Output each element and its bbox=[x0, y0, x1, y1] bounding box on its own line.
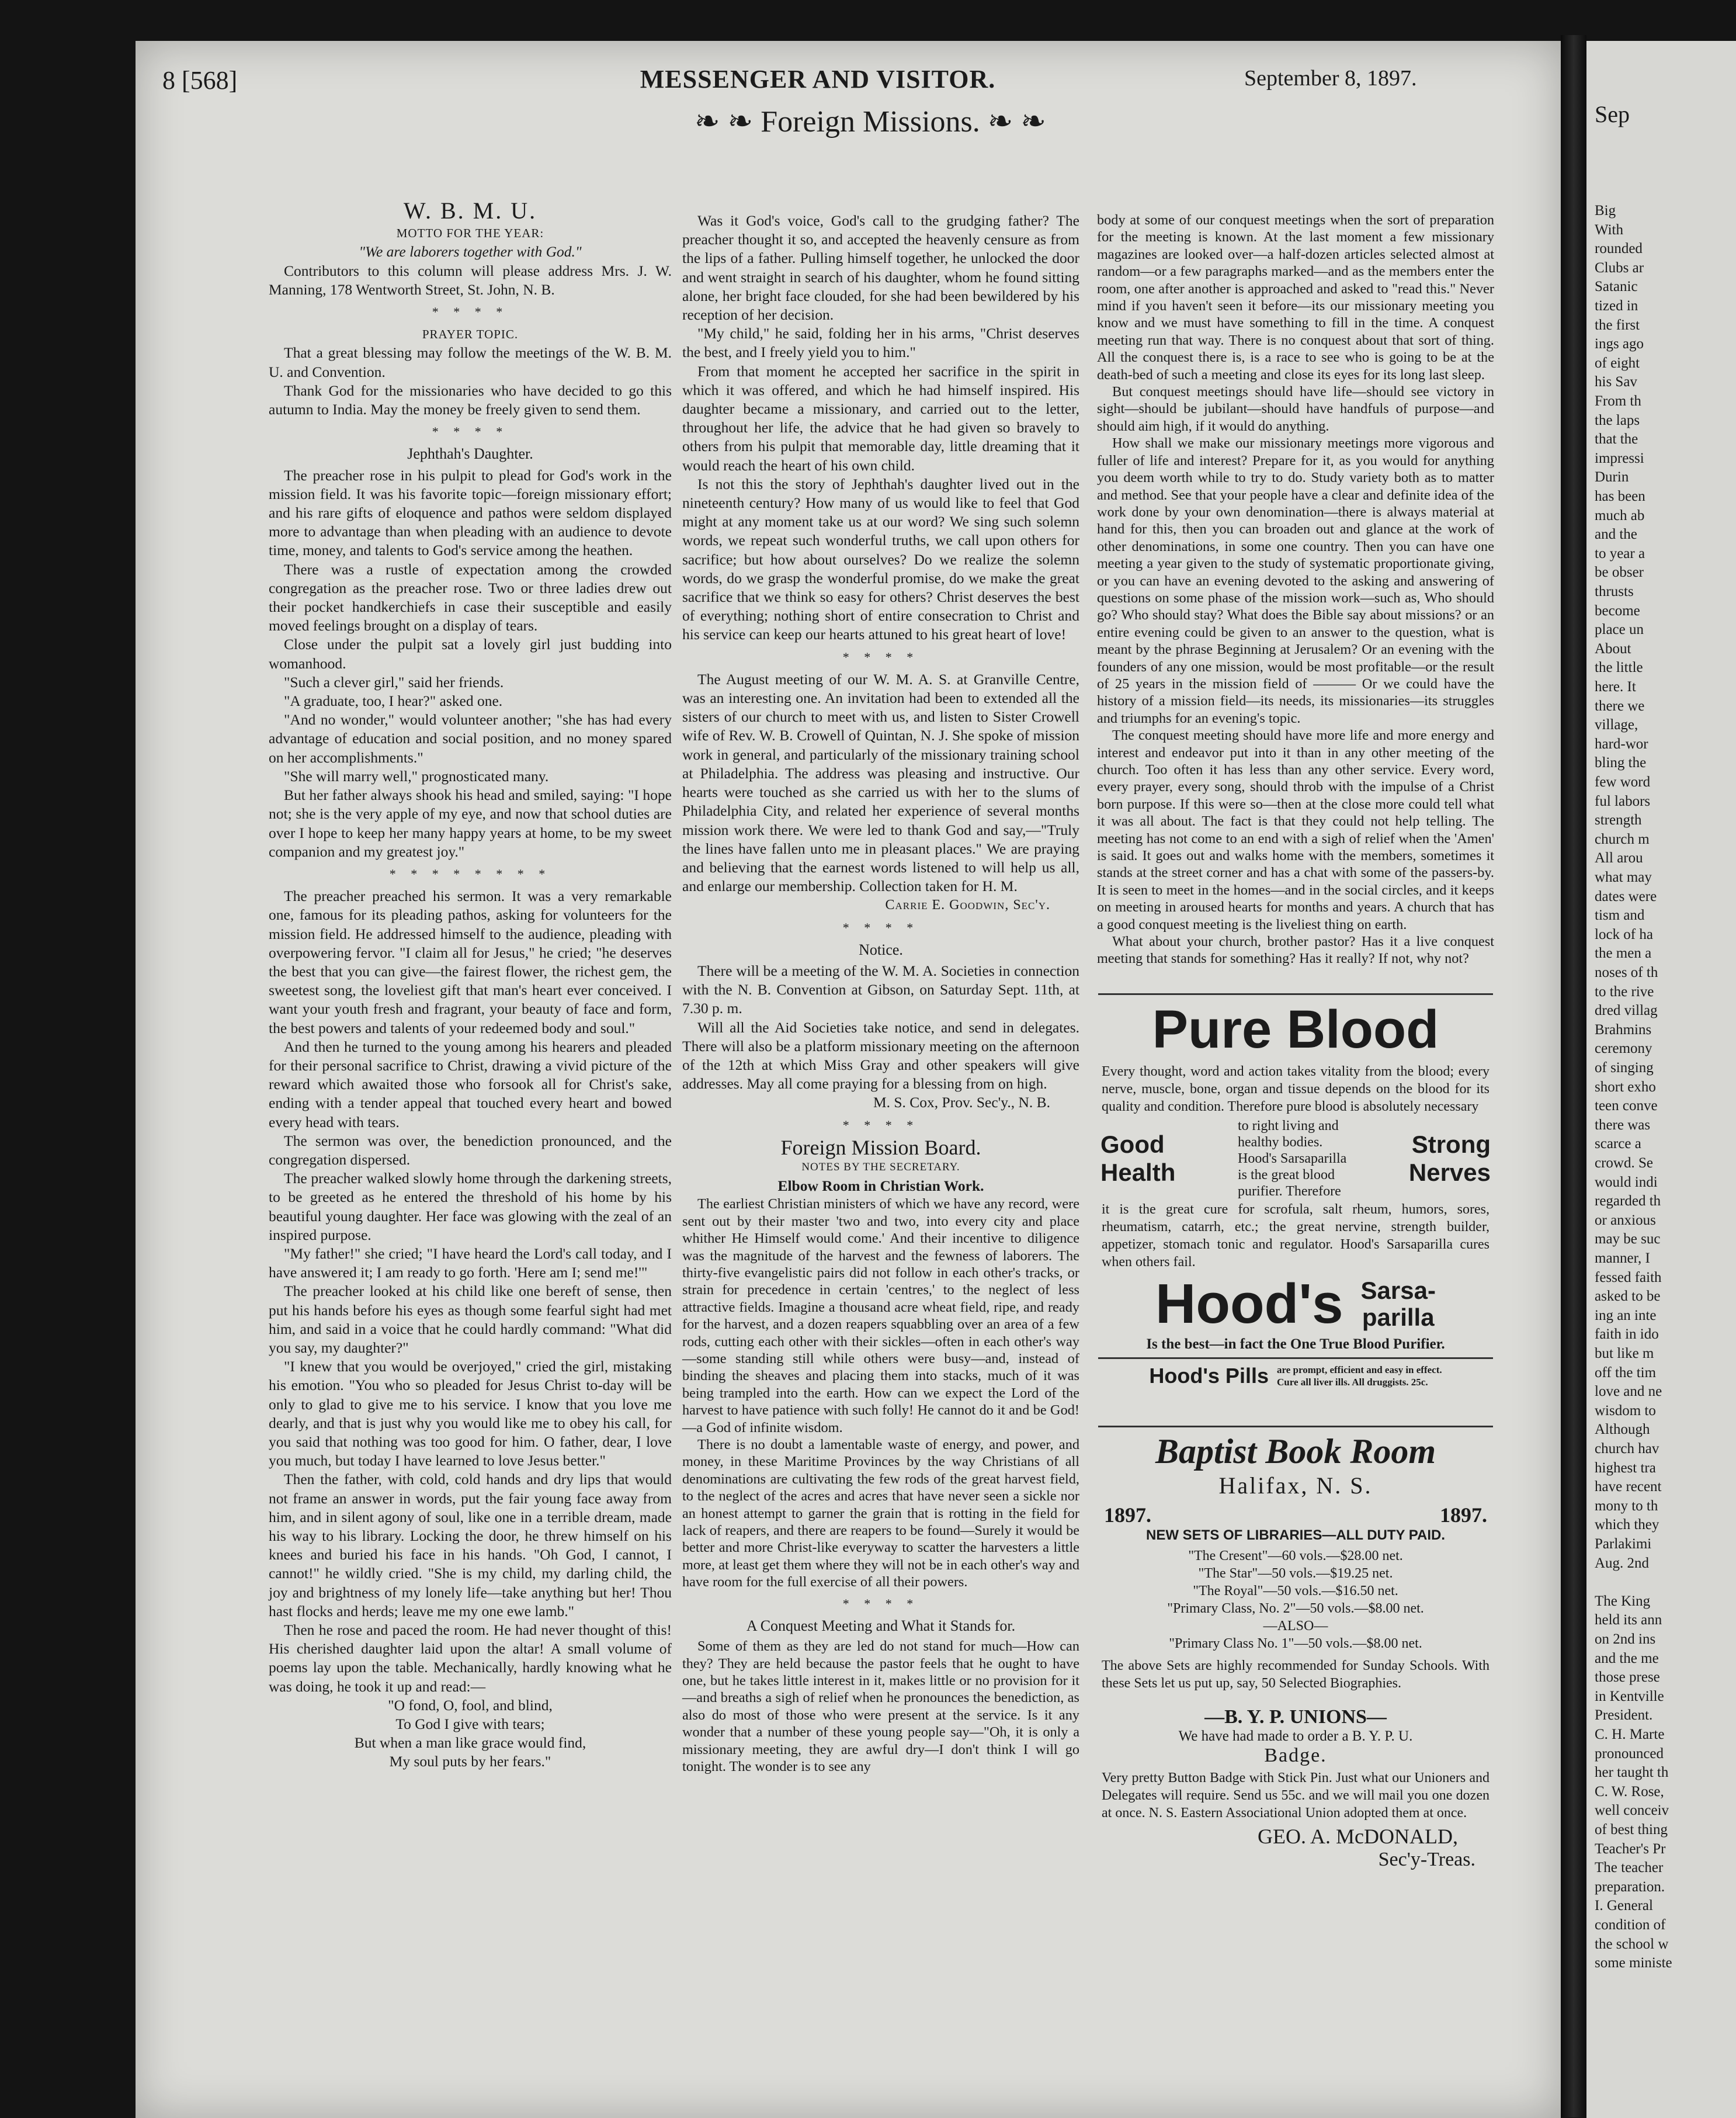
hoods-pills-row bbox=[1098, 1364, 1493, 1388]
column-wbmu bbox=[269, 197, 672, 1772]
adjacent-page-line: wisdom to bbox=[1595, 1402, 1656, 1419]
prayer-topic-paragraph: Thank God for the missionaries who have decided to go this autumn to India. May the money be freely given to send them. bbox=[269, 382, 672, 418]
wbmu-title: W. B. M. U. bbox=[403, 197, 537, 224]
story-paragraph: The preacher rose in his pulpit to plead for God's work in the mission field. It was his favorite topic—foreign missionary effort; and his rare gifts of eloquence and pathos were seldom displayed more to advantage than when pleading with an audience to devote time, money, and talents to God's service among the heathen. bbox=[269, 466, 672, 559]
good-health-block bbox=[1100, 1131, 1175, 1187]
elbow-room-paragraph: There is no doubt a lamentable waste of energy, and power, and money, in these Maritime Provinces by the way Christians of all denominations are cultivating the few rods of the great harvest field, to the neglect of the acres and acres that have never seen a sickle nor an honest attempt to garner the grain that is rotting in the field for lack of reapers, and there are reapers to be found—Surely it would be better and more Christ-like everyway to scatter the harvesters a little more, at least get them where they will not be in each other's way and have room for the full exercise of all their powers. bbox=[682, 1437, 1079, 1590]
book-spine bbox=[1561, 35, 1586, 2117]
granville-report: The August meeting of our W. M. A. S. at Granville Centre, was an interesting one. An invitation had been to extended all the sisters of our church to meet with us, and listen to Sister Crowell wife of Rev. W. B. Crowell of Quintan, N. J. She spoke of mission work in general, and particularly of the missionary training school at Philadelphia. The address was pleasing and instructive. Our hearts were touched as she carried us with her to the slums of Philadelphia City, and related her experience of several months mission work there. We were led to thank God and say,—"Truly the lines have fallen unto me in pleasant places." We are praying and believing that the earnest words listened to will help us all, and enlarge our membership. Collection taken for H. M. bbox=[682, 670, 1079, 895]
contributions-note: Contributors to this column will please address Mrs. J. W. Manning, 178 Wentworth Street, St. John, N. B. bbox=[269, 262, 672, 298]
adjacent-page-line: C. W. Rose, bbox=[1595, 1783, 1664, 1800]
adjacent-page-line: those prese bbox=[1595, 1669, 1660, 1686]
story-paragraph: But her father always shook his head and smiled, saying: "I hope not; she is the very apple of my eye, and now that school duties are over I hope to keep her many happy years at home, to be my sweet companion and my greatest joy." bbox=[269, 786, 672, 860]
adjacent-page-line: well conceiv bbox=[1595, 1802, 1669, 1819]
adjacent-page-line: church hav bbox=[1595, 1441, 1659, 1457]
adjacent-page-line: fessed faith bbox=[1595, 1269, 1662, 1285]
adjacent-page-line: I. General bbox=[1595, 1898, 1653, 1914]
conquest-paragraph: But conquest meetings should have life—should see victory in sight—should be jubilant—should have handfuls of purpose—and should aim high, if it would do anything. bbox=[1097, 384, 1494, 434]
adjacent-page-line: that the bbox=[1595, 431, 1638, 448]
adjacent-page-line: President. bbox=[1595, 1707, 1653, 1724]
adjacent-page-line: asked to be bbox=[1595, 1288, 1661, 1305]
stars-divider: * * * * bbox=[842, 1596, 919, 1611]
book-room-item: —ALSO— bbox=[1263, 1618, 1328, 1634]
adjacent-page-line: lock of ha bbox=[1595, 926, 1653, 942]
adjacent-page-line: thrusts bbox=[1595, 584, 1634, 599]
story-paragraph: "My child," he said, folding her in his arms, "Christ deserves the best, and I freely yield you to him." bbox=[682, 325, 1079, 361]
story-paragraph: Is not this the story of Jephthah's daughter lived out in the nineteenth century? How many of us would like to feel that God might at any moment take us at our word? We sing such solemn words, we repeat such wonderful truths, we call upon others for sacrifice; but how about ourselves? Do we realize the solemn words, do we grasp the wonderful promise, do we make the great sacrifice that we think so easy for others? Christ deserves the best of everything; nothing short of entire consecration to Christ and his service can keep our hearts attuned to his great heart of love! bbox=[682, 475, 1079, 643]
story-paragraph: The preacher preached his sermon. It was a very remarkable one, famous for its pleading pathos, asking for volunteers for the mission field. He addressed himself to the audience, pleading with overpowering fervor. "I claim all for Jesus," he cried; "he deserves the best that you can give—the fairest flower, the richest gem, the sweetest song, the loveliest gift that man's heart ever conceived. I want your youth fresh and fragrant, your beauty of face and form, the best powers and talents of your redeemed body and soul." bbox=[269, 888, 672, 1037]
story-paragraph: The preacher looked at his child like one bereft of sense, then put his hands before his eyes as though some fearful sight had met him, and said in a voice that he could hardly command: "What did you say, my daughter?" bbox=[269, 1282, 672, 1356]
adjacent-page-line: to year a bbox=[1595, 545, 1645, 561]
motto: "We are laborers together with God." bbox=[359, 243, 582, 261]
badge-title: Badge. bbox=[1264, 1745, 1327, 1766]
adjacent-page-line: which they bbox=[1595, 1517, 1659, 1533]
conquest-title: A Conquest Meeting and What it Stands for. bbox=[746, 1617, 1016, 1634]
adjacent-page-line: or anxious bbox=[1595, 1212, 1656, 1228]
adjacent-page-line: strength bbox=[1595, 812, 1642, 829]
adjacent-page-line: mony to th bbox=[1595, 1497, 1658, 1514]
stars-divider: * * * * bbox=[842, 649, 919, 664]
bypu-line: We have had made to order a B. Y. P. U. bbox=[1178, 1728, 1413, 1744]
adjacent-page-line: the first bbox=[1595, 317, 1640, 333]
adjacent-page-line: crowd. Se bbox=[1595, 1155, 1653, 1171]
issue-date: September 8, 1897. bbox=[1244, 66, 1417, 91]
ad-divider bbox=[1098, 993, 1493, 995]
adjacent-page-line: there was bbox=[1595, 1117, 1651, 1133]
book-room-item: "Primary Class, No. 2"—50 vols.—$8.00 net. bbox=[1167, 1601, 1424, 1616]
story-paragraph: "I knew that you would be overjoyed," cried the girl, mistaking his emotion. "You who so pleaded for Jesus Christ to-day will be only to glad to give me to his service. I know that you love me dearly, and that is just why you would like me to obey his call, for you said that nothing was too good for him. O father, dear, I love you much, but today I have learned to love Jesus better." bbox=[269, 1358, 672, 1469]
poem-line: "O fond, O, fool, and blind, bbox=[388, 1696, 553, 1714]
adjacent-page-line: to the rive bbox=[1595, 983, 1654, 1000]
story-paragraph: From that moment he accepted her sacrifice in the spirit in which it was offered, and which he had himself inspired. His daughter became a missionary, and carried out to the letter, throughout her life, the advice that he had given so bravely to others from his pulpit that memorable day, little dreaming that it would reach the heart of his own child. bbox=[682, 362, 1079, 474]
pure-blood-headline: Pure Blood bbox=[1152, 1000, 1439, 1059]
story-paragraph: "And no wonder," would volunteer another; "she has had every advantage of education and social position, and no money spared on her accomplishments." bbox=[269, 711, 672, 766]
story-paragraph: "Such a clever girl," said her friends. bbox=[284, 673, 504, 691]
column-foreign-missions bbox=[682, 212, 1079, 1775]
adjacent-page-line: About bbox=[1595, 640, 1631, 657]
adjacent-page-line: manner, I bbox=[1595, 1250, 1650, 1266]
adjacent-page-line: her taught th bbox=[1595, 1765, 1669, 1781]
adjacent-page-header: Sep bbox=[1595, 101, 1630, 127]
sarsaparilla-block: Sarsa- parilla bbox=[1360, 1277, 1436, 1331]
adjacent-page-line: Parlakimi bbox=[1595, 1536, 1652, 1552]
column-conquest-continued bbox=[1097, 212, 1494, 968]
elbow-room-title: Elbow Room in Christian Work. bbox=[777, 1177, 984, 1195]
adjacent-page-line: of eight bbox=[1595, 355, 1640, 371]
board-notes-label: NOTES BY THE SECRETARY. bbox=[801, 1160, 960, 1173]
adjacent-page-line: have recent bbox=[1595, 1479, 1662, 1495]
adjacent-page-line: the laps bbox=[1595, 412, 1640, 428]
fleuron-icon: ❧ ❧ bbox=[980, 105, 1046, 138]
conquest-paragraph: body at some of our conquest meetings when the sort of preparation for the meeting is known. At the last moment a few missionary magazines are looked over—a half-dozen articles selected almost at random—or a few paragraphs marked—and as the members enter the room, one after another is approached and asked to "read this." Never mind if you haven't seen it before—its our missionary meeting you know and we must have something to fill in the time. A conquest meeting run that way. There is no conquest about that sort of thing. All the conquest there is, is a race to see who is going to be at the death-bed of such a meeting and close its eyes for its long last sleep. bbox=[1097, 212, 1494, 383]
board-title: Foreign Mission Board. bbox=[780, 1135, 981, 1159]
book-room-item: "The Star"—50 vols.—$19.25 net. bbox=[1198, 1566, 1393, 1581]
story-paragraph: The sermon was over, the benediction pronounced, and the congregation dispersed. bbox=[269, 1132, 672, 1168]
adjacent-page-line: and the me bbox=[1595, 1650, 1659, 1666]
hoods-pills: Hood's Pills bbox=[1149, 1364, 1269, 1388]
adjacent-page-line: From th bbox=[1595, 393, 1641, 409]
story-paragraph: The preacher walked slowly home through the darkening streets, to be greeted as he entered the threshold of his home by his beautiful young daughter. Her face was glowing with the zeal of an inspired purpose. bbox=[269, 1170, 672, 1243]
hoods-body: Every thought, word and action takes vitality from the blood; every nerve, muscle, bone, organ and tissue depends on the blood for its quality and condition. Therefore pure blood is absolutely necessary bbox=[1102, 1064, 1490, 1114]
elbow-room-body bbox=[682, 1195, 1079, 1590]
hoods-tagline: Is the best—in fact the One True Blood Purifier. bbox=[1146, 1336, 1445, 1352]
hoods-brand-row bbox=[1098, 1272, 1493, 1336]
adjacent-page bbox=[1586, 41, 1736, 2118]
adjacent-page-line: would indi bbox=[1595, 1174, 1658, 1190]
adjacent-page-line: some ministe bbox=[1595, 1955, 1672, 1971]
adjacent-page-line: the men a bbox=[1595, 945, 1652, 962]
adjacent-page-line: With bbox=[1595, 221, 1623, 238]
hoods-mid-lines: to right living and healthy bodies. Hood's Sarsaparilla is the great blood purifier. Therefore bbox=[1237, 1118, 1347, 1199]
adjacent-page-line: ceremony bbox=[1595, 1041, 1652, 1057]
adjacent-page-line: noses of th bbox=[1595, 965, 1658, 980]
adjacent-page-line: held its ann bbox=[1595, 1612, 1662, 1628]
adjacent-page-line: impressi bbox=[1595, 450, 1644, 466]
story-paragraph: Then the father, with cold, cold hands and dry lips that would not frame an answer in words, put the fair young face away from him, and in silent agony of soul, like one in a terrible dream, made his way to his library. Locking the door, he threw himself on his knees and buried his face in his hands. "Oh God, I cannot, I cannot!" he wildly cried. "She is my child, my darling child, the joy and brightness of my lonely life—take anything but her! Thou hast flocks and herds; leave me my one ewe lamb." bbox=[269, 1471, 672, 1620]
poem bbox=[269, 1696, 672, 1772]
hoods-pills-text: are prompt, efficient and easy in effect. Cure all liver ills. All druggists. 25c. bbox=[1276, 1364, 1442, 1388]
adjacent-page-line: short exho bbox=[1595, 1079, 1656, 1095]
prayer-topic-label: PRAYER TOPIC. bbox=[422, 327, 519, 342]
adjacent-page-line: Big bbox=[1595, 203, 1616, 219]
adjacent-page-line: tism and bbox=[1595, 907, 1645, 924]
adjacent-page-line: dates were bbox=[1595, 888, 1657, 904]
ad-divider bbox=[1098, 1426, 1493, 1427]
conquest-paragraph: How shall we make our missionary meetings more vigorous and fuller of life and interest? Prepare for it, as you would for anything you deem worth while to try to do. Study variety both as to matter and method. See that your people have a clear and definite idea of the work done by your own denomination—there is always material at hand for this, then you can broaden out and glance at the work of other denominations, in some one country. Then you can have one meeting a year given to the study of systematic proportionate giving, or you can have an evening devoted to the asking and answering of questions on some phase of the mission work—such as, Who should go? Who should stay? What does the Bible say about missions? or an entire evening could be given to an answer to the question, what is meant by the phrase Beginning at Jerusalem? Or an evening with the founders of any one mission, would be most profitable—or the result of 25 years in the mission field of ——— Or we could have the history of a mission field—its needs, its missionaries—its struggles and triumphs for an evening's topic. bbox=[1097, 435, 1494, 726]
hoods-body-2: it is the great cure for scrofula, salt rheum, humors, sores, rheumatism, catarrh, etc.; the great nervine, strength builder, appetizer, stomach tonic and regulator. Hood's Sarsaparilla cures when others fail. bbox=[1102, 1202, 1490, 1270]
adjacent-page-line: church m bbox=[1595, 831, 1650, 847]
adjacent-page-line: ings ago bbox=[1595, 336, 1644, 352]
adjacent-page-line: All arou bbox=[1595, 850, 1643, 866]
adjacent-page-line: in Kentville bbox=[1595, 1688, 1664, 1704]
strong-nerves-block bbox=[1409, 1131, 1491, 1187]
story-paragraph: "A graduate, too, I hear?" asked one. bbox=[284, 692, 503, 710]
bypu-title: —B. Y. P. UNIONS— bbox=[1204, 1706, 1387, 1728]
section-title: ❧ ❧ Foreign Missions. ❧ ❧ bbox=[695, 105, 1046, 138]
adjacent-page-line: of best thing bbox=[1595, 1822, 1668, 1838]
baptist-book-room-advertisement bbox=[1098, 1431, 1493, 1871]
story-continued bbox=[682, 212, 1079, 644]
adjacent-page-line: Although bbox=[1595, 1422, 1650, 1438]
ad-divider bbox=[1098, 1357, 1493, 1359]
adjacent-page-line: rounded bbox=[1595, 241, 1643, 257]
adjacent-page-line: the school w bbox=[1595, 1936, 1669, 1952]
poem-line: My soul puts by her fears." bbox=[389, 1753, 551, 1770]
adjacent-page-line: Aug. 2nd bbox=[1595, 1555, 1650, 1571]
adjacent-page-line: become bbox=[1595, 602, 1640, 619]
adjacent-page-line: love and ne bbox=[1595, 1384, 1662, 1400]
granville-signature: Carrie E. Goodwin, Sec'y. bbox=[885, 897, 1050, 913]
adjacent-page-line: may be suc bbox=[1595, 1231, 1661, 1247]
adjacent-page-line: Teacher's Pr bbox=[1595, 1840, 1666, 1857]
signer-title: Sec'y-Treas. bbox=[1378, 1849, 1475, 1870]
hoods-middle-row bbox=[1100, 1118, 1491, 1200]
adjacent-page-line: pronounced bbox=[1595, 1745, 1664, 1762]
adjacent-page-line: ing an inte bbox=[1595, 1307, 1657, 1323]
story-paragraph: "My father!" she cried; "I have heard the Lord's call today, and I have answered it; I am ready to go forth. 'Here am I; send me!'" bbox=[269, 1245, 672, 1281]
fleuron-icon: ❧ ❧ bbox=[695, 105, 761, 138]
adjacent-page-line: Durin bbox=[1595, 469, 1629, 486]
notice-paragraph: Will all the Aid Societies take notice, and send in delegates. There will also be a platform missionary meeting on the afternoon of the 12th at which Miss Gray and other speakers will give addresses. May all come praying for a blessing from on high. bbox=[682, 1018, 1079, 1093]
conquest-paragraph: What about your church, brother pastor? Has it a live conquest meeting that stands for something? Has it really? If not, why not? bbox=[1097, 934, 1494, 967]
adjacent-page-line: preparation. bbox=[1595, 1878, 1665, 1895]
adjacent-page-line: his Sav bbox=[1595, 374, 1637, 390]
page-number: 8 [568] bbox=[162, 66, 238, 95]
hoods-advertisement bbox=[1098, 999, 1493, 1388]
adjacent-page-line: Satanic bbox=[1595, 279, 1638, 295]
adjacent-page-line: Clubs ar bbox=[1595, 259, 1644, 276]
elbow-room-paragraph: The earliest Christian ministers of which we have any record, were sent out by their master 'two and two, into every city and place whither He Himself would come.' And their incentive to diligence was the magnitude of the harvest and the fewness of laborers. The thirty-five evangelistic pairs did not follow in each other's tracks, or strain for precedence in certain 'centres,' to the neglect of less attractive fields. Imagine a thousand acre wheat field, ripe, and ready for the harvest, and a dozen reapers squabbling over an area of a few rods, cutting each other with their sickles—often in each other's way—some standing still while others were busy—and, instead of binding the sheaves and placing them into stacks, much of it was being trampled into the earth. How can we expect the Lord of the harvest to have patience with such folly! He cannot do it and be God!—a God of infinite wisdom. bbox=[682, 1196, 1079, 1436]
story-paragraph: There was a rustle of expectation among the crowded congregation as the preacher rose. Two or three ladies drew out their pocket handkerchiefs in case their susceptible and easily moved feelings brought on a display of tears. bbox=[269, 560, 672, 635]
adjacent-page-line: teen conve bbox=[1595, 1098, 1658, 1114]
adjacent-page-line: there we bbox=[1595, 698, 1645, 714]
notice-signature: M. S. Cox, Prov. Sec'y., N. B. bbox=[873, 1094, 1050, 1111]
story-paragraph: Was it God's voice, God's call to the grudging father? The preacher thought it so, and accepted the heavenly censure as from the lips of a father. Pulling himself together, he unlocked the door and went straight in search of his daughter, whom he found sitting alone, her bright face clouded, for she had been bewildered by his reception of her decision. bbox=[682, 212, 1079, 324]
story-title: Jephthah's Daughter. bbox=[407, 445, 533, 463]
book-room-item: "The Cresent"—60 vols.—$28.00 net. bbox=[1188, 1548, 1403, 1564]
badge-description: Very pretty Button Badge with Stick Pin. Just what our Unioners and Delegates will require. Send us 55c. and we will mail you one dozen at once. N. S. Eastern Associational Union adopted them at once. bbox=[1102, 1770, 1490, 1821]
adjacent-page-line: on 2nd ins bbox=[1595, 1631, 1656, 1647]
good-word: Good bbox=[1100, 1131, 1165, 1158]
adjacent-page-line: here. It bbox=[1595, 679, 1636, 695]
book-room-subtitle: NEW SETS OF LIBRARIES—ALL DUTY PAID. bbox=[1145, 1527, 1446, 1543]
adjacent-page-line: village, bbox=[1595, 717, 1638, 733]
story-paragraph: Close under the pulpit sat a lovely girl just budding into womanhood. bbox=[269, 636, 672, 672]
adjacent-page-line: has been bbox=[1595, 488, 1645, 504]
book-room-years: 1897. 1897. bbox=[1104, 1503, 1487, 1527]
adjacent-page-line: off the tim bbox=[1595, 1364, 1657, 1381]
adjacent-page-line: the little bbox=[1595, 660, 1643, 676]
adjacent-page-line: and the bbox=[1595, 526, 1637, 543]
adjacent-page-line: of singing bbox=[1595, 1060, 1654, 1076]
stars-divider: * * * * bbox=[842, 920, 919, 935]
adjacent-page-line: few word bbox=[1595, 774, 1651, 790]
adjacent-page-line: highest tra bbox=[1595, 1460, 1656, 1476]
conquest-body: Some of them as they are led do not stand for much—How can they? They are held because the pastor feels that he ought to have one, but he takes little interest in it, makes little or no provision for it—and breaths a sigh of relief when he pronounces the benediction, as also do most of those who were present at the service. Is it any wonder that a number of these young people say—"Oh, it is only a missionary meeting, they are awful dry—I don't think I will go tonight. The wonder is to see any bbox=[682, 1638, 1079, 1774]
stars-divider: * * * * bbox=[432, 424, 509, 439]
notice-body bbox=[682, 962, 1079, 1093]
adjacent-page-line: The teacher bbox=[1595, 1860, 1664, 1876]
nerves-word: Nerves bbox=[1408, 1159, 1491, 1186]
adjacent-page-line: scarce a bbox=[1595, 1136, 1641, 1152]
adjacent-page-line: The King bbox=[1595, 1593, 1651, 1609]
adjacent-page-line: ful labors bbox=[1595, 793, 1651, 809]
masthead: MESSENGER AND VISITOR. bbox=[640, 65, 996, 93]
adjacent-page-line: be obser bbox=[1595, 564, 1644, 581]
hoods-brand: Hood's bbox=[1155, 1273, 1343, 1335]
story-paragraph: Then he rose and paced the room. He had never thought of this! His cherished daughter laid upon the altar! A small volume of poems lay upon the table. Mechanically, hardly knowing what he was doing, he took it up and read:— bbox=[269, 1621, 672, 1695]
book-room-item: "The Royal"—50 vols.—$16.50 net. bbox=[1193, 1583, 1398, 1599]
notice-title: Notice. bbox=[859, 941, 903, 958]
book-room-location: Halifax, N. S. bbox=[1218, 1472, 1373, 1499]
adjacent-page-line: C. H. Marte bbox=[1595, 1727, 1665, 1742]
adjacent-page-line: dred villag bbox=[1595, 1003, 1658, 1019]
adjacent-page-line: Brahmins bbox=[1595, 1021, 1652, 1038]
adjacent-page-line: condition of bbox=[1595, 1917, 1666, 1933]
stars-divider: * * * * bbox=[432, 304, 509, 320]
story-paragraph: "She will marry well," prognosticated many. bbox=[284, 767, 549, 785]
story-paragraph: And then he turned to the young among his hearers and pleaded for their personal sacrifice to Christ, drawing a vivid picture of the reward which awaited those who forsook all for Christ's sake, ending with a tender appeal that touched every heart and bowed every head with tears. bbox=[269, 1038, 672, 1131]
notice-paragraph: There will be a meeting of the W. M. A. Societies in connection with the N. B. Convention at Gibson, on Saturday Sept. 11th, at 7.30 p. m. bbox=[682, 962, 1079, 1017]
adjacent-page-line: much ab bbox=[1595, 507, 1645, 524]
strong-word: Strong bbox=[1411, 1131, 1491, 1158]
adjacent-page-line: hard-wor bbox=[1595, 736, 1648, 752]
book-room-recommendation: The above Sets are highly recommended for Sunday Schools. With these Sets let us put up, say, 50 Selected Biographies. bbox=[1102, 1658, 1490, 1691]
book-room-items bbox=[1098, 1547, 1493, 1652]
health-word: Health bbox=[1100, 1159, 1176, 1186]
adjacent-page-line: place un bbox=[1595, 622, 1644, 638]
prayer-topic-paragraph: That a great blessing may follow the meetings of the W. B. M. U. and Convention. bbox=[269, 344, 672, 380]
signer-name: GEO. A. McDONALD, bbox=[1258, 1825, 1458, 1848]
book-room-item: "Primary Class No. 1"—50 vols.—$8.00 net. bbox=[1169, 1636, 1422, 1651]
poem-line: But when a man like grace would find, bbox=[354, 1734, 586, 1752]
poem-line: To God I give with tears; bbox=[395, 1715, 545, 1733]
story-body bbox=[269, 466, 672, 1696]
adjacent-page-line: faith in ido bbox=[1595, 1326, 1659, 1343]
adjacent-page-line: tized in bbox=[1595, 298, 1638, 314]
story-paragraph: * * * * * * * * bbox=[389, 866, 551, 881]
adjacent-page-line: but like m bbox=[1595, 1346, 1654, 1361]
adjacent-page-line: what may bbox=[1595, 869, 1652, 885]
conquest-continued-body bbox=[1097, 212, 1494, 968]
adjacent-page-line: bling the bbox=[1595, 755, 1647, 771]
conquest-paragraph: The conquest meeting should have more life and more energy and interest and endeavor put into it than in any other meeting of the church. Too often it has less than any other service. Every word, every prayer, every song, should throb with the impulse of a Christ born purpose. If this were so—then at the close more could tell what it was all about. The fact is that they could not help telling. The meeting has not come to an end with a sigh of relief when the 'Amen' is said. It goes out and walks home with the members, sometimes it stands at the street corner and has a chat with some of the passers-by. It is seen to meet in the homes—and in the social circles, and it keeps on meeting in aroused hearts for months and years. A church that has a good conquest meeting is the liveliest thing on earth. bbox=[1097, 727, 1494, 933]
motto-label: MOTTO FOR THE YEAR: bbox=[396, 226, 544, 241]
book-room-title: Baptist Book Room bbox=[1155, 1432, 1436, 1471]
stars-divider: * * * * bbox=[842, 1117, 919, 1132]
adjacent-page-line: regarded th bbox=[1595, 1193, 1661, 1209]
